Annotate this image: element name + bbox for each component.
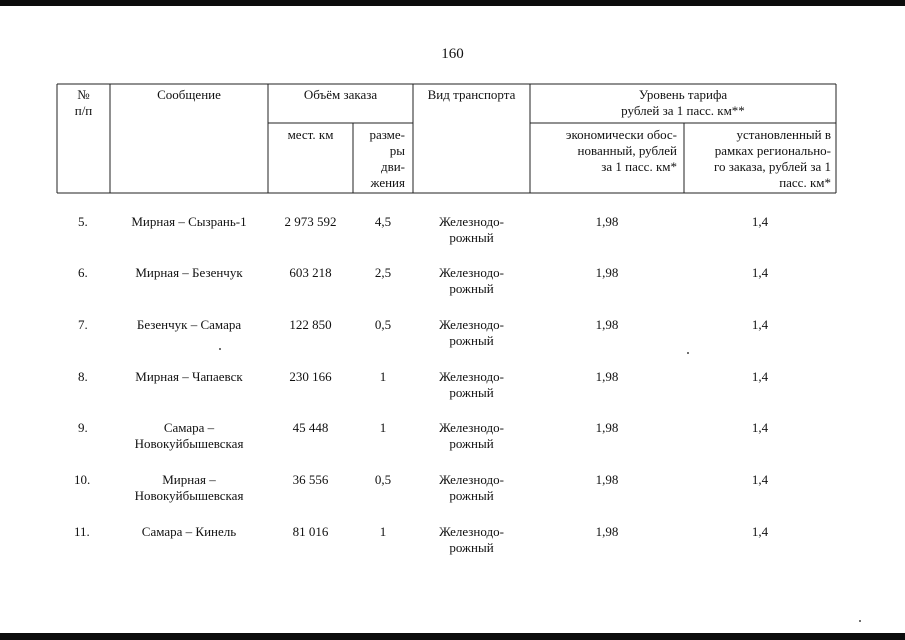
row-route: Самара – Кинель [141,524,237,539]
bottom-scan-border [0,633,905,640]
row-seat-km: 45 448 [292,420,329,435]
row-transport: Железнодо- рожный [439,524,504,555]
row-num: 8. [78,369,88,384]
row-traffic: 1 [379,420,387,435]
header-tariff-established: установленный в рамках регионально- го заказа, рублей за 1 пасс. км* [713,127,831,190]
header-traffic-size: разме- ры дви- жения [369,127,405,190]
row-tariff-economic: 1,98 [595,420,619,435]
scan-speck [219,348,221,350]
row-transport: Железнодо- рожный [439,214,504,245]
row-transport: Железнодо- рожный [439,369,504,400]
page-number: 160 [441,46,464,62]
row-tariff-economic: 1,98 [595,369,619,384]
row-tariff-established: 1,4 [751,472,769,487]
row-num: 6. [78,265,88,280]
header-num: № п/п [74,87,93,118]
row-tariff-economic: 1,98 [595,472,619,487]
row-tariff-economic: 1,98 [595,524,619,539]
row-traffic: 1 [379,524,387,539]
row-traffic: 0,5 [374,472,392,487]
header-tariff-level: Уровень тарифа рублей за 1 пасс. км** [621,87,745,118]
row-num: 11. [74,524,90,539]
row-tariff-established: 1,4 [751,420,769,435]
row-num: 10. [74,472,91,487]
row-seat-km: 603 218 [289,265,332,280]
row-transport: Железнодо- рожный [439,317,504,348]
row-traffic: 2,5 [374,265,392,280]
row-traffic: 0,5 [374,317,392,332]
scan-speck [859,620,861,622]
row-route: Самара – Новокуйбышевская [134,420,244,451]
row-traffic: 1 [379,369,387,384]
row-tariff-economic: 1,98 [595,214,619,229]
row-seat-km: 230 166 [289,369,332,384]
row-route: Мирная – Безенчук [135,265,243,280]
row-tariff-established: 1,4 [751,369,769,384]
row-num: 7. [78,317,88,332]
row-tariff-established: 1,4 [751,317,769,332]
row-num: 9. [78,420,88,435]
header-tariff-economic: экономически обос- нованный, рублей за 1 пасс. км* [565,127,677,174]
row-route: Мирная – Новокуйбышевская [134,472,244,503]
row-route: Мирная – Сызрань-1 [131,214,247,229]
row-tariff-established: 1,4 [751,214,769,229]
row-transport: Железнодо- рожный [439,265,504,296]
row-tariff-economic: 1,98 [595,265,619,280]
header-seat-km: мест. км [287,127,334,142]
row-tariff-established: 1,4 [751,524,769,539]
row-seat-km: 122 850 [289,317,332,332]
row-seat-km: 81 016 [292,524,329,539]
row-seat-km: 36 556 [292,472,329,487]
header-transport-type: Вид транспорта [427,87,516,102]
header-order-volume: Объём заказа [303,87,378,102]
row-num: 5. [78,214,88,229]
row-tariff-economic: 1,98 [595,317,619,332]
row-route: Безенчук – Самара [136,317,242,332]
header-route: Сообщение [157,87,221,102]
row-traffic: 4,5 [374,214,392,229]
row-transport: Железнодо- рожный [439,420,504,451]
scan-speck [687,352,689,354]
row-route: Мирная – Чапаевск [135,369,243,384]
row-seat-km: 2 973 592 [284,214,337,229]
row-transport: Железнодо- рожный [439,472,504,503]
row-tariff-established: 1,4 [751,265,769,280]
